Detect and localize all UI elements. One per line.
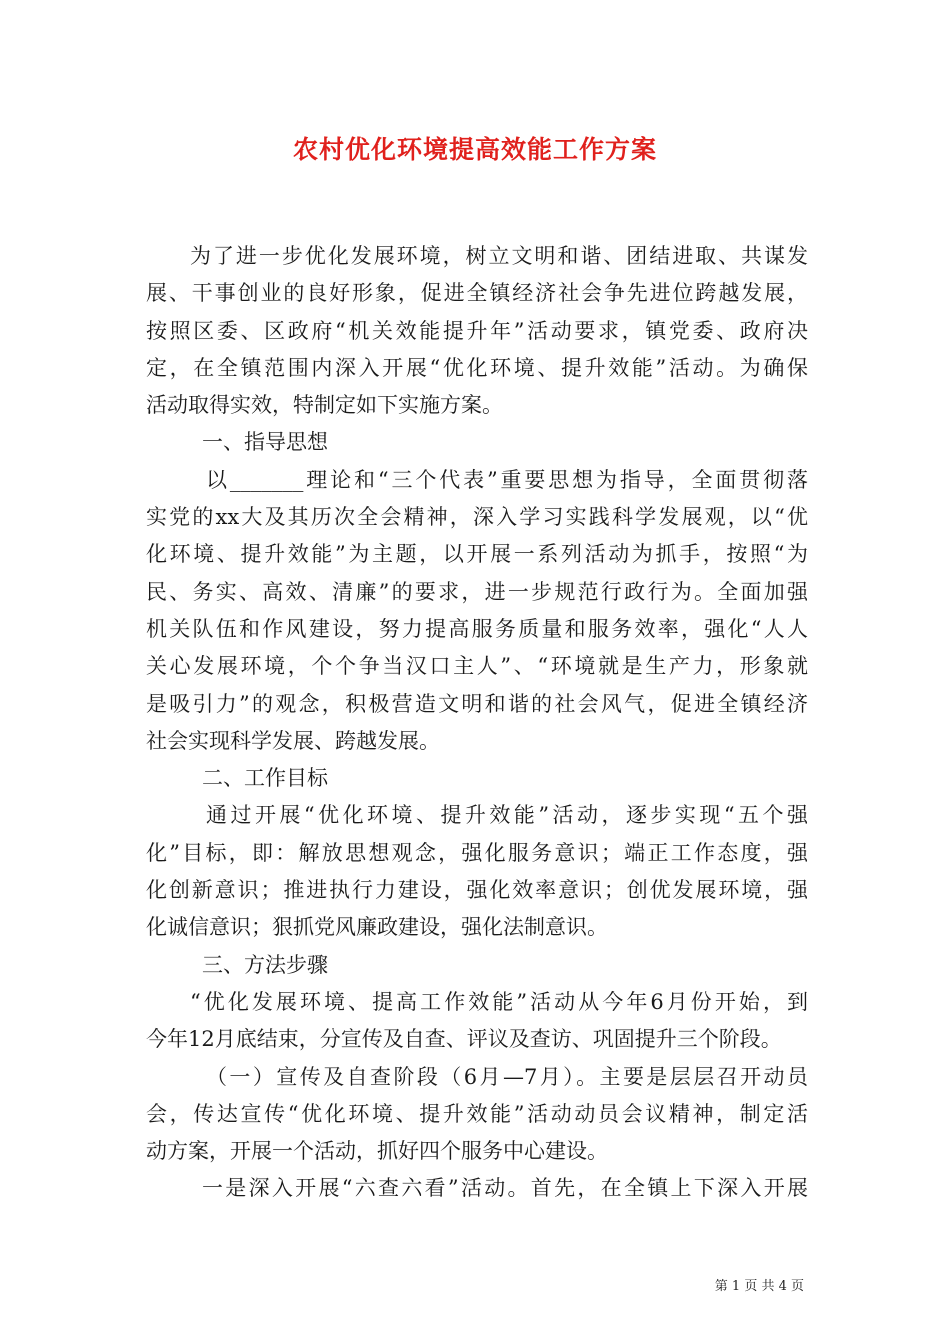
paragraph-line: “优化发展环境、提高工作效能”活动从今年6月份开始，到 [190, 989, 808, 1014]
document-body [146, 238, 808, 1208]
paragraph-line: （一）宣传及自查阶段（6月—7月）。主要是层层召开动员 [206, 1064, 808, 1089]
section-heading-guiding-ideology: 一、指导思想 [202, 430, 328, 455]
paragraph-line: 化环境、提升效能”为主题，以开展一系列活动为抓手，按照“为 [146, 542, 808, 567]
paragraph-line: 化”目标，即：解放思想观念，强化服务意识；端正工作态度，强 [146, 840, 808, 865]
paragraph-line: 今年12月底结束，分宣传及自查、评议及查访、巩固提升三个阶段。 [146, 1027, 782, 1052]
paragraph-line: 一是深入开展“六查六看”活动。首先，在全镇上下深入开展 [202, 1176, 808, 1201]
section-heading-work-goals: 二、工作目标 [202, 766, 328, 791]
section-heading-methods-steps: 三、方法步骤 [202, 952, 328, 977]
paragraph-line: 化创新意识；推进执行力建设，强化效率意识；创优发展环境，强 [146, 878, 808, 903]
paragraph-line: 是吸引力”的观念，积极营造文明和谐的社会风气，促进全镇经济 [146, 691, 808, 716]
paragraph-line: 民、务实、高效、清廉”的要求，进一步规范行政行为。全面加强 [146, 579, 808, 604]
paragraph-line: 活动取得实效，特制定如下实施方案。 [146, 393, 503, 418]
paragraph-line: 化诚信意识；狠抓党风廉政建设，强化法制意识。 [146, 915, 608, 940]
document-title: 农村优化环境提高效能工作方案 [292, 135, 657, 164]
paragraph-line: 以_______理论和“三个代表”重要思想为指导，全面贯彻落 [206, 467, 808, 492]
paragraph-line: 关心发展环境，个个争当汉口主人”、“环境就是生产力，形象就 [146, 654, 808, 679]
page-number: 第 1 页 共 4 页 [714, 1279, 804, 1294]
paragraph-line: 通过开展“优化环境、提升效能”活动，逐步实现“五个强 [206, 803, 808, 828]
paragraph-line: 社会实现科学发展、跨越发展。 [146, 728, 440, 753]
paragraph-line: 按照区委、区政府“机关效能提升年”活动要求，镇党委、政府决 [146, 318, 808, 343]
paragraph-line: 展、干事创业的良好形象，促进全镇经济社会争先进位跨越发展， [146, 281, 808, 306]
paragraph-line: 为了进一步优化发展环境，树立文明和谐、团结进取、共谋发 [190, 244, 808, 268]
paragraph-line: 会，传达宣传“优化环境、提升效能”活动动员会议精神，制定活 [146, 1101, 808, 1126]
paragraph-line: 动方案，开展一个活动，抓好四个服务中心建设。 [146, 1139, 608, 1164]
paragraph-line: 实党的xx大及其历次全会精神，深入学习实践科学发展观，以“优 [146, 505, 808, 530]
paragraph-line: 定，在全镇范围内深入开展“优化环境、提升效能”活动。为确保 [146, 355, 808, 380]
paragraph-line: 机关队伍和作风建设，努力提高服务质量和服务效率，强化“人人 [146, 616, 808, 641]
